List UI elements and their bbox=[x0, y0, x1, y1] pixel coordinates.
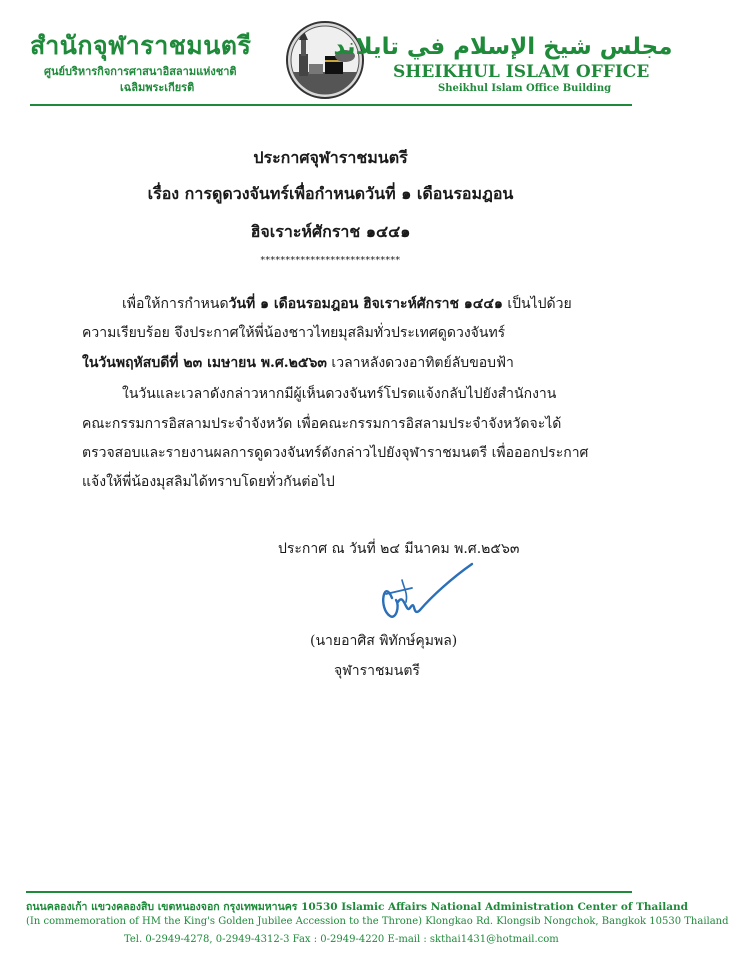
announcement-title: ประกาศจุฬาราชมนตรี bbox=[253, 148, 408, 167]
p1-l3-bold: ในวันพฤหัสบดีที่ ๒๓ เมษายน พ.ศ.๒๕๖๓ bbox=[82, 355, 327, 371]
paragraph-2-line-2: คณะกรรมการอิสลามประจำจังหวัด เพื่อคณะกรรมการอิสลามประจำจังหวัดจะได้ bbox=[82, 416, 562, 432]
header-divider bbox=[30, 104, 632, 106]
footer-commemoration: (In commemoration of HM the King's Golden Jubilee Accession to the Throne) Klongkao Rd. Klongsib Nongchok, Bangkok 10530 Thailand bbox=[26, 916, 729, 927]
footer-address: ถนนคลองเก้า แขวงคลองสิบ เขตหนองจอก กรุงเทพมหานคร 10530 Islamic Affairs National Administration Center of Thailand bbox=[26, 901, 689, 913]
office-thai-subtitle-1: ศูนย์บริหารกิจการศาสนาอิสลามแห่งชาติ bbox=[44, 65, 237, 78]
mosque-emblem-icon bbox=[285, 20, 365, 100]
announcement-date: ประกาศ ณ วันที่ ๒๔ มีนาคม พ.ศ.๒๕๖๓ bbox=[278, 541, 520, 557]
signatory-name: (นายอาศิส พิทักษ์คุมพล) bbox=[310, 633, 458, 649]
paragraph-2-line-4: แจ้งให้พี่น้องมุสลิมได้ทราบโดยทั่วกันต่อไป bbox=[82, 474, 335, 490]
paragraph-1-line-2: ความเรียบร้อย จึงประกาศให้พี่น้องชาวไทยมุสลิมทั่วประเทศดูดวงจันทร์ bbox=[82, 325, 506, 341]
p1-l1-text-a: เพื่อให้การกำหนด bbox=[122, 296, 229, 312]
signatory-position: จุฬาราชมนตรี bbox=[334, 663, 420, 679]
announcement-year: ฮิจเราะห์ศักราช ๑๔๔๑ bbox=[250, 222, 411, 241]
p1-l3-text: เวลาหลังดวงอาทิตย์ลับขอบฟ้า bbox=[326, 355, 514, 371]
paragraph-2-line-1: ในวันและเวลาดังกล่าวหากมีผู้เห็นดวงจันทร์โปรดแจ้งกลับไปยังสำนักงาน bbox=[122, 386, 557, 402]
p1-l1-bold: วันที่ ๑ เดือนรอมฎอน ฮิจเราะห์ศักราช ๑๔๔๑ bbox=[228, 296, 503, 312]
arabic-calligraphy-logo bbox=[333, 20, 673, 66]
handwritten-signature bbox=[372, 558, 474, 628]
paragraph-2-line-3: ตรวจสอบและรายงานผลการดูดวงจันทร์ดังกล่าวไปยังจุฬาราชมนตรี เพื่อออกประกาศ bbox=[82, 445, 589, 461]
arabic-title: مجلس شيخ الإسلام في تايلاند bbox=[333, 34, 673, 60]
paragraph-1-line-3 bbox=[82, 352, 514, 374]
office-english-title: SHEIKHUL ISLAM OFFICE bbox=[393, 62, 650, 82]
footer-contact: Tel. 0-2949-4278, 0-2949-4312-3 Fax : 0-2949-4220 E-mail : skthai1431@hotmail.com bbox=[124, 934, 559, 945]
announcement-subject: เรื่อง การดูดวงจันทร์เพื่อกำหนดวันที่ ๑ เดือนรอมฎอน bbox=[147, 184, 514, 203]
paragraph-1-line-1 bbox=[122, 293, 572, 315]
office-thai-subtitle-2: เฉลิมพระเกียรติ bbox=[120, 81, 195, 94]
p1-l1-text-c: เป็นไปด้วย bbox=[502, 296, 572, 312]
separator-stars: **************************** bbox=[260, 256, 401, 266]
footer-divider bbox=[26, 891, 632, 893]
office-thai-title: สำนักจุฬาราชมนตรี bbox=[30, 31, 252, 60]
office-english-subtitle: Sheikhul Islam Office Building bbox=[438, 83, 612, 94]
